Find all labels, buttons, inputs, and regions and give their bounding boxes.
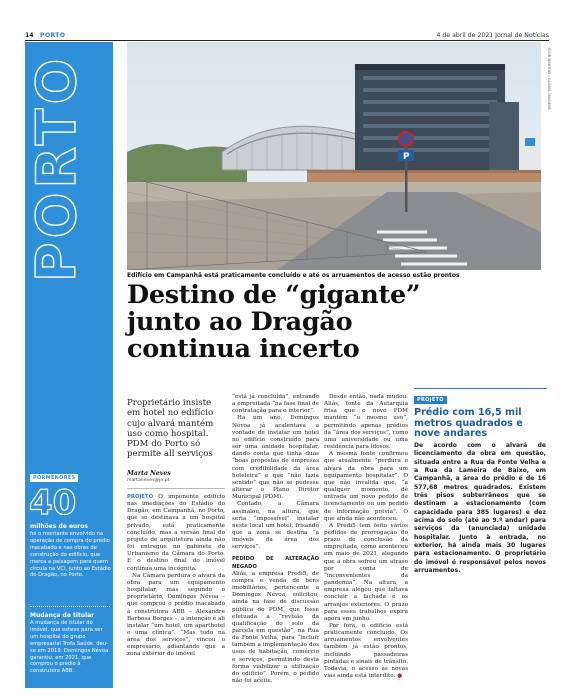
col3-paragraph-2: A mesma fonte confirmou que atualmente “perdura o alvará da obra para um equipamento hospitalar”. O que não invalida que, “a qualquer momento, dê entrada um novo pedido de licenciamento ou um pedido de informação prévia”. O que ainda não aconteceu. (324, 451, 408, 522)
col3-paragraph-1: Desde então, nada mudou. Aliás, fonte da Autarquia frisa que o novo PDM mantém “o mesmo uso”, permitindo apenas prédios da “área dos serviços”, como uma universidade ou uma residência para idosos. (324, 394, 408, 451)
fact2-body: A mudança de titular do imóvel, que esteve para ser um hospital do grupo empresarial Trofa Saúde, deu-se em 2019. Domingos Névoa garantiu, em 2021, que comprou o prédio à construtora ABB. (30, 620, 109, 675)
lede: Proprietário insiste em hotel no edifício cujo alvará mantém uso como hospital. PDM do Porto só permite all serviços (127, 398, 214, 460)
col2-paragraph-1: “está já concluída”, entrando a empreitada “na fase final de contratação para o interior”. (232, 394, 319, 415)
col2-paragraph-4: Aliás, a empresa Predi5, de compra e venda de bens imobiliários, pertencente a Domingos Névoa, solicitou, ainda na fase de discussão pública do PDM, que fosse efetuada a “revisão da qualificação do solo da parcela em questão”, na Rua da Fonte Velha, para “incluir também a implementação dos usos de habitação, comércio e serviços, permitindo desta forma viabilizar a utilização do edifício”. Porém, o pedido não foi aceite. (232, 570, 319, 685)
parking-sign-letter: P (403, 152, 410, 162)
pormenores-badge: PORMENORES (30, 474, 78, 482)
col3-paragraph-3: A Predi5 tem feito vários pedidos de prorrogação do prazo de conclusão da empreitada, como aconteceu em maio de 2021, alegando que a obra sofreu um atraso por conta de “inconvenientes da pandemia”. Na altura, a empresa alegou que faltava concluir a fachada e os arranjos exteriores. O prazo para esses trabalhos expira agora em junho. (324, 522, 408, 622)
project-sidebox (414, 388, 547, 688)
date-line: 4 de abril de 2021 Jornal de Notícias (436, 32, 549, 39)
headline-line-3: continua incerto (127, 334, 360, 364)
sidebox-title: Prédio com 16,5 mil metros quadrados e nove andares (414, 407, 523, 440)
col1-paragraph-1: O imponente edifício nas imediações do Estádio do Dragão, em Campanhã, no Porto, que se destinava a um hospital privado, está praticamente concluído, mas a versão final do projeto de arquitetura ainda não foi entregue no gabinete do Urbanismo da Câmara do Porto. E o destino final do imóvel continua uma incógnita. (127, 494, 225, 572)
sidebar-divider (30, 606, 110, 607)
headline (127, 282, 547, 363)
fact1-body: foi o montante envolvido na operação de compra do prédio inacabado e nas obras de construção do edifício, que marca a paisagem para quem circula na VCI, junto ao Estádio do Dragão, no Porto. (30, 531, 111, 579)
page-number: 14 (25, 32, 34, 39)
photo-credit: IGOR MARTINS / GLOBAL IMAGENS (547, 48, 551, 110)
article-kicker: PROJETO (127, 494, 154, 500)
article-column-2 (232, 394, 319, 685)
article-column-3 (324, 394, 408, 680)
sidebox-body: De acordo com o alvará de licenciamento da obra em questão, situada entre a Rua da Fonte Velha e a Rua da Lameira de Baixo, em Campanhã, a área do prédio é de 16 577,68 metros quadrados. Existem três pisos subterrâneos que se destinam a estacionamento (com capacidade para 385 lugares) e dez acima do solo (até ao 9.º andar) para serviços da (anunciada) unidade hospitalar. Junto à entrada, no exterior, há ainda mais 30 lugares para estacionamento. O proprietário do imóvel é responsável pelos novos arruamentos. (414, 442, 546, 575)
section-label: PORTO (40, 32, 66, 39)
headline-line-1: Destino de “gigante” (127, 280, 421, 310)
big-number: 40 (29, 483, 77, 523)
col2-paragraph-2: Há um ano, Domingos Névoa já acalentava a vontade de instalar um hotel no edifício construído para ser uma unidade hospitalar, dando conta que tinha duas “boas propostas de empresas com credibilidade da área hoteleira” e que “não fazia sentido” que não se pudesse alterar o Plano Diretor Municipal (PDM). (232, 415, 319, 501)
sidebox-rule (414, 388, 547, 389)
fact2-title: Mudança de titular (30, 612, 95, 619)
article-column-1 (127, 494, 225, 659)
main-photo (127, 42, 541, 270)
page-header (0, 0, 575, 40)
col3-paragraph-4: Por fora, o edifício está praticamente concluído. Os arruamentos envolventes também já estão prontos, incluindo passadeiras pintadas e sinais de trânsito. Todavia, o acesso às novas vias ainda está interdito. (324, 623, 408, 680)
byline: Marta Neves (127, 470, 171, 477)
sidebar (25, 42, 113, 688)
construction-site-image (127, 42, 541, 270)
fact1-lead: milhões de euros (30, 523, 88, 530)
col2-paragraph-3: Contado, a Câmara assinalou, na altura, que seria “impossível” instalar neste local um hotel, frisando que a zona se destina “a imóveis da área dos serviços”. (232, 501, 319, 551)
col2-subhead: PEDIDO DE ALTERAÇÃO NEGADO (232, 556, 319, 570)
col1-paragraph-2: Na Câmara perdura o alvará da obra para um equipamento hospitalar, mas segundo o proprietário, Domingos Névoa – que comprou o prédio inacabado à construtora ABB – Alexandre Barbosa Borges –, a intenção é ali instalar “um hotel, um aparthotel e uma clínica”. “Mas tudo na área dos serviços”, vincou o empresário, adiantando que a zona exterior do imóvel (127, 572, 225, 658)
end-mark: ● (397, 673, 403, 680)
photo-caption: Edifício em Campanhã está praticamente concluído e até os arruamentos de acesso estão prontos (127, 272, 460, 279)
photo-credit-wrap (543, 48, 553, 138)
sidebox-badge: PROJETO (414, 396, 447, 404)
author-email: martaneves@jn.pt (127, 478, 170, 483)
header-rule (25, 40, 549, 41)
byline-rule (127, 488, 225, 489)
headline-line-2: junto ao Dragão (127, 307, 353, 337)
sidebar-vertical-title: PORTO (25, 54, 88, 282)
